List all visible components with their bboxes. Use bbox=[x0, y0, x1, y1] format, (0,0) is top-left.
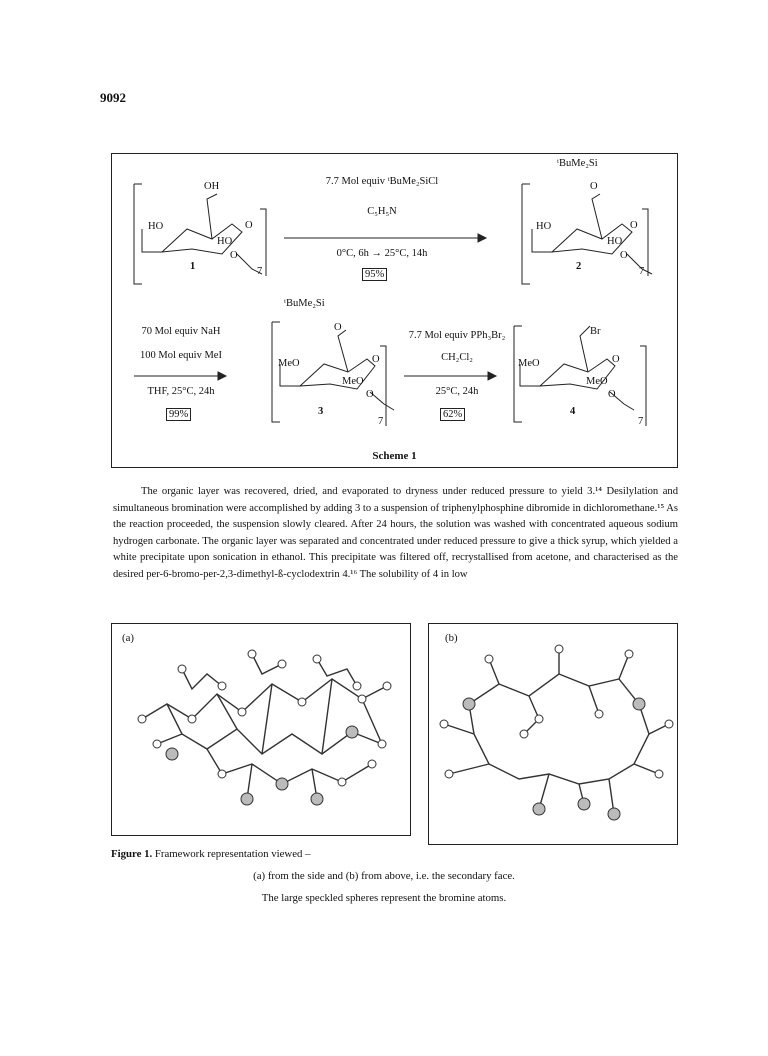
body-paragraph: The organic layer was recovered, dried, and evaporated to dryness under reduced pressure to yield 3.¹⁴ Desilylation and simultaneous bromination were accomplished by adding 3 to a suspension of triphenylphosphine dibromide in dichloromethane.¹⁵ As the reaction proceeded, the suspension slowly cleared. After 24 hours, the solution was washed with concentrated aqueous sodium hydrogen carbonate. The organic layer was separated and concentrated under reduced pressure to give a thick syrup, which yielded a white precipitate upon sonication in ethanol. This precipitate was filtered off, recrystallised from acetone, and characterised as the desired per-6-bromo-per-2,3-dimethyl-ß-cyclodextrin 4.¹⁶ The solubility of 4 in low bbox=[113, 486, 678, 580]
step2-reagent1: 70 Mol equiv NaH bbox=[141, 326, 221, 337]
step1-conditions: 0°C, 6h → 25°C, 14h bbox=[336, 248, 428, 259]
c3-meo-label: MeO bbox=[278, 358, 300, 369]
step1-yield bbox=[362, 268, 387, 281]
c4-number: 4 bbox=[570, 406, 576, 417]
c4-meo2-label: MeO bbox=[586, 376, 608, 387]
molecule-side-view bbox=[112, 624, 410, 835]
c2-si-label: ᵗBuMe₂Si bbox=[557, 158, 598, 169]
figure-caption-line3: The large speckled spheres represent the bromine atoms. bbox=[261, 892, 507, 904]
figure-caption-line2: (a) from the side and (b) from above, i.e. the secondary face. bbox=[253, 870, 515, 882]
figure-caption-text1: Framework representation viewed – bbox=[154, 848, 311, 860]
c4-n: 7 bbox=[638, 416, 644, 427]
body-text bbox=[113, 484, 678, 584]
c4-br-label: Br bbox=[590, 326, 601, 337]
figure-caption-label: Figure 1. bbox=[111, 848, 153, 860]
c4-meo-label: MeO bbox=[518, 358, 540, 369]
figure-panel-b bbox=[428, 623, 678, 845]
c3-o-top-label: O bbox=[334, 322, 342, 333]
step2-reagent2: 100 Mol equiv MeI bbox=[140, 350, 222, 361]
page-number: 9092 bbox=[100, 90, 126, 105]
c1-number: 1 bbox=[190, 261, 196, 272]
panel-a-label: (a) bbox=[122, 632, 134, 644]
c1-oh-label: OH bbox=[204, 181, 220, 192]
c1-ho2-label: HO bbox=[217, 236, 233, 247]
step3-conditions: 25°C, 24h bbox=[435, 386, 479, 397]
c1-o-label: O bbox=[245, 220, 253, 231]
c4-o-label: O bbox=[612, 354, 620, 365]
step3-yield bbox=[440, 408, 465, 421]
c4-o2-label: O bbox=[608, 389, 616, 400]
c2-ho-label: HO bbox=[536, 221, 552, 232]
step3-yield-value: 62% bbox=[440, 408, 465, 421]
c2-ho2-label: HO bbox=[607, 236, 623, 247]
step2-yield-value: 99% bbox=[166, 408, 191, 421]
c3-number: 3 bbox=[318, 406, 324, 417]
scheme-caption: Scheme 1 bbox=[372, 450, 417, 462]
step2-yield bbox=[166, 408, 191, 421]
reaction-scheme bbox=[111, 153, 678, 468]
c1-ho-label: HO bbox=[148, 221, 164, 232]
c1-n: 7 bbox=[257, 266, 263, 277]
scheme-drawing bbox=[112, 154, 679, 469]
c3-n: 7 bbox=[378, 416, 384, 427]
step2-conditions: THF, 25°C, 24h bbox=[147, 386, 215, 397]
molecule-top-view bbox=[429, 624, 677, 844]
panel-b-label: (b) bbox=[445, 632, 458, 644]
c2-o-label: O bbox=[630, 220, 638, 231]
c2-o2-label: O bbox=[620, 250, 628, 261]
c2-number: 2 bbox=[576, 261, 582, 272]
c3-si-label: ᵗBuMe₂Si bbox=[284, 298, 325, 309]
step1-yield-value: 95% bbox=[362, 268, 387, 281]
step3-reagent: 7.7 Mol equiv PPh₃Br₂ bbox=[408, 330, 506, 341]
c2-n: 7 bbox=[639, 266, 645, 277]
step3-solvent: CH₂Cl₂ bbox=[441, 352, 473, 363]
c3-o2-label: O bbox=[366, 389, 374, 400]
figure-panel-a bbox=[111, 623, 411, 836]
figure-caption-line1 bbox=[111, 848, 311, 860]
c1-o2-label: O bbox=[230, 250, 238, 261]
step1-reagent: 7.7 Mol equiv ᵗBuMe₂SiCl bbox=[325, 176, 439, 187]
c3-o-label: O bbox=[372, 354, 380, 365]
c2-o-top-label: O bbox=[590, 181, 598, 192]
step1-solvent: C₅H₅N bbox=[367, 206, 397, 217]
c3-meo2-label: MeO bbox=[342, 376, 364, 387]
